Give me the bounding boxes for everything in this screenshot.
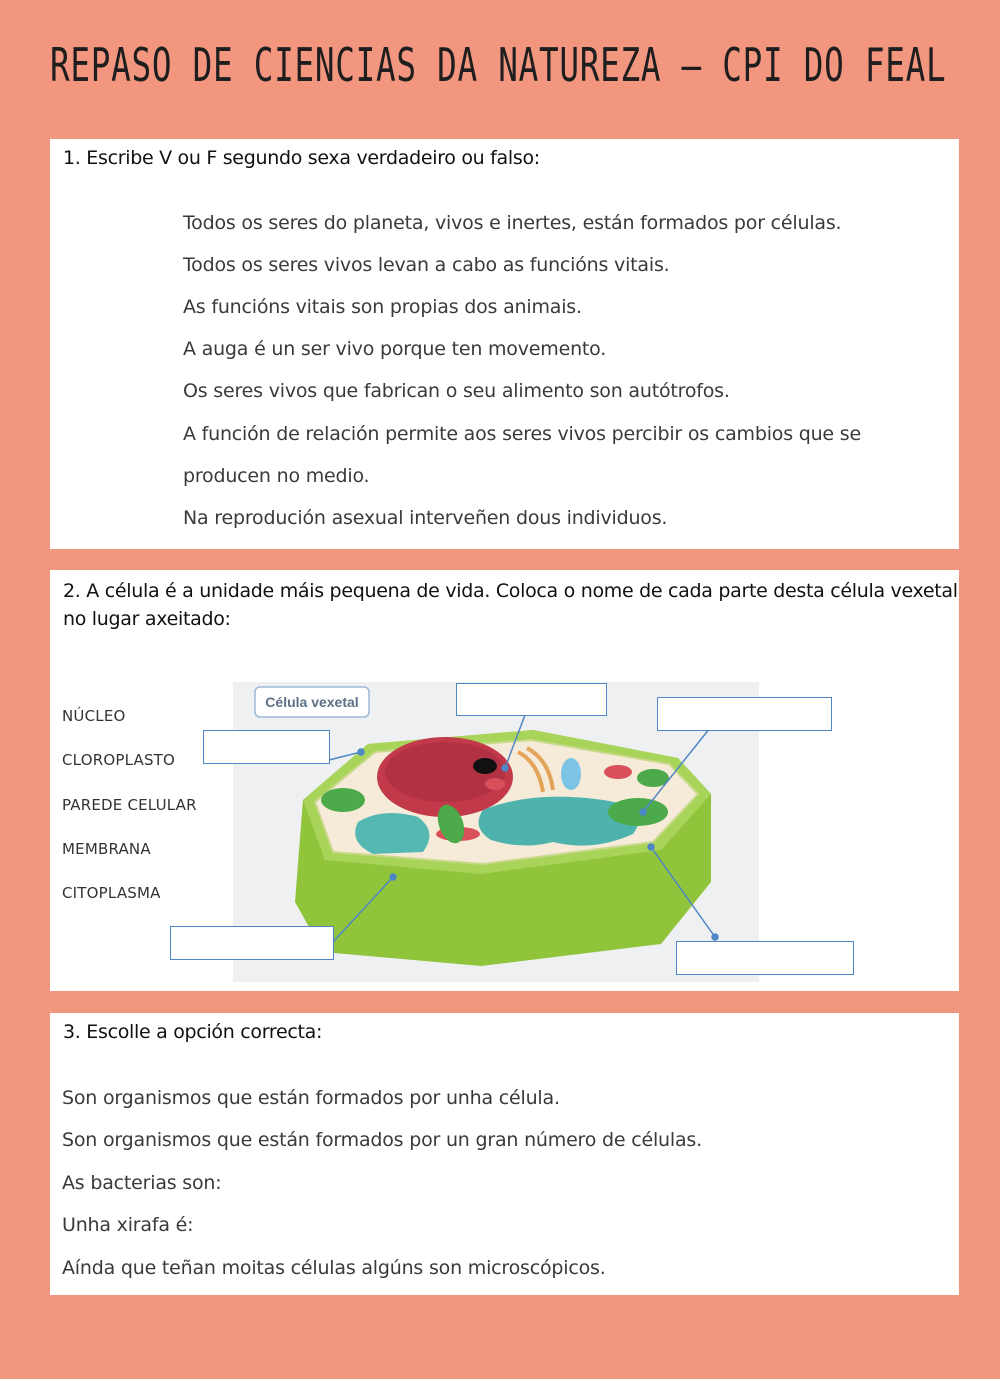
answer-box[interactable] [170,926,334,960]
q1-statement: Todos os seres vivos levan a cabo as funcións vitais. [183,254,670,276]
page-title: REPASO DE CIENCIAS DA NATUREZA – CPI DO FEAL [50,38,947,92]
question-1-heading: 1. Escribe V ou F segundo sexa verdadeiro ou falso: [63,147,540,169]
question-2-heading: 2. A célula é a unidade máis pequena de vida. Coloca o nome de cada parte desta célula vexetal [63,580,958,602]
q1-statement: A auga é un ser vivo porque ten movemento. [183,338,607,360]
q3-statement: Aínda que teñan moitas células algúns son microscópicos. [62,1257,606,1279]
question-2-heading-cont: no lugar axeitado: [63,608,231,630]
q3-statement: Son organismos que están formados por unha célula. [62,1087,560,1109]
answer-box[interactable] [657,697,832,731]
word-bank-item[interactable]: NÚCLEO [62,707,126,725]
q1-statement: A función de relación permite aos seres vivos percibir os cambios que se [183,423,861,445]
question-2-card [50,570,959,991]
question-3-heading: 3. Escolle a opción correcta: [63,1021,323,1043]
answer-box[interactable] [676,941,854,975]
answer-box[interactable] [203,730,330,764]
question-3-card [50,1013,959,1295]
word-bank-item[interactable]: CITOPLASMA [62,884,161,902]
q1-statement: Na reprodución asexual interveñen dous individuos. [183,507,668,529]
q1-statement: Os seres vivos que fabrican o seu alimento son autótrofos. [183,380,730,402]
q3-statement: Unha xirafa é: [62,1214,194,1236]
q1-statement: As funcións vitais son propias dos animais. [183,296,582,318]
q1-statement: Todos os seres do planeta, vivos e inertes, están formados por células. [183,212,842,234]
answer-box[interactable] [456,683,607,716]
diagram-label-chip [255,687,369,717]
q1-statement: producen no medio. [183,465,370,487]
question-1-card [50,139,959,549]
q3-statement: Son organismos que están formados por un gran número de células. [62,1129,702,1151]
word-bank-item[interactable]: CLOROPLASTO [62,751,176,769]
q3-statement: As bacterias son: [62,1172,222,1194]
word-bank-item[interactable]: PAREDE CELULAR [62,796,197,814]
word-bank-item[interactable]: MEMBRANA [62,840,151,858]
diagram-label: Célula vexetal [265,694,359,710]
